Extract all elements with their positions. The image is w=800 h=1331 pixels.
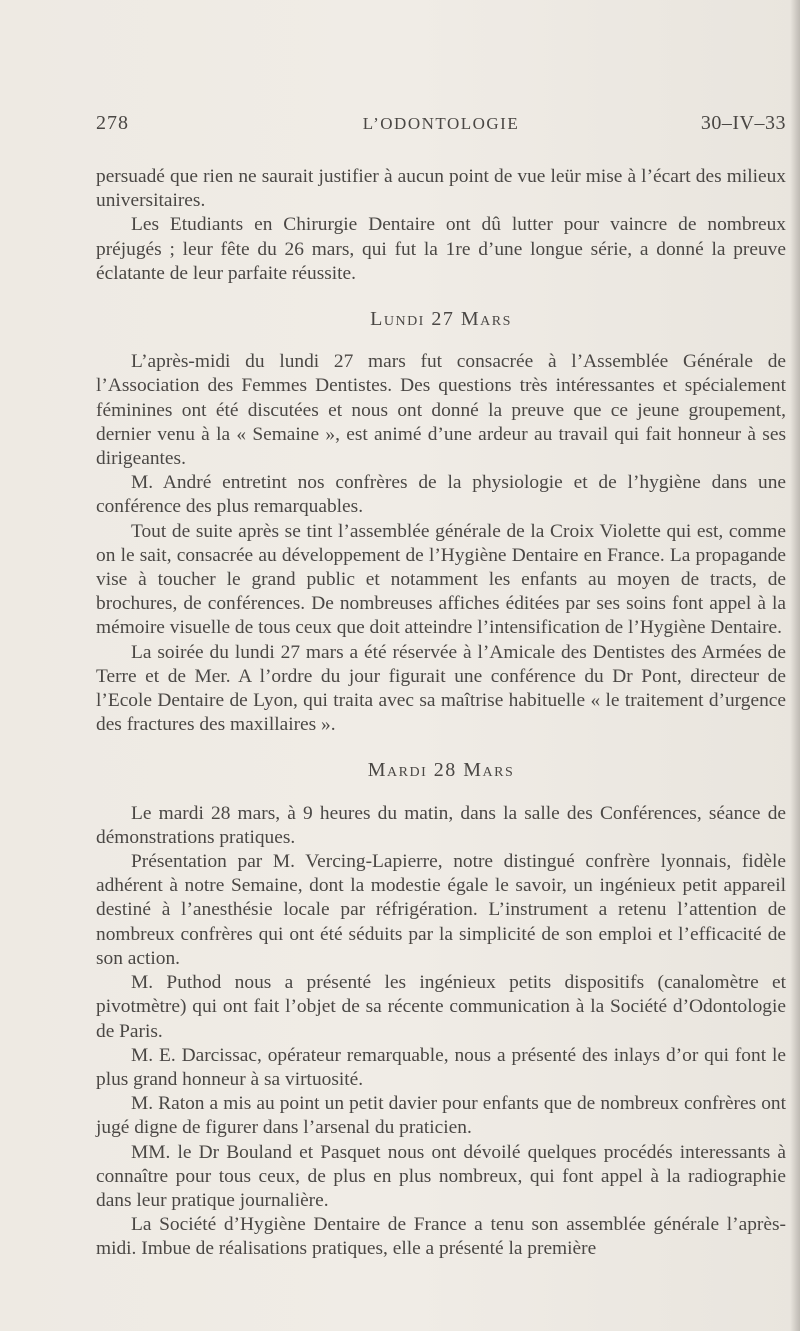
paragraph: M. Raton a mis au point un petit davier pour enfants que de nombreux confrères ont jugé digne de figurer dans l’arsenal du praticien. bbox=[96, 1093, 786, 1139]
paragraph: M. Puthod nous a présenté les ingénieux petits dispositifs (canalomètre et pivotmètre) qui ont fait l’objet de sa récente communication à la Société d’Odontologie de Paris. bbox=[96, 972, 786, 1042]
paragraph: La Société d’Hygiène Dentaire de France a tenu son assemblée générale l’après-midi. Imbue de réalisations pratiques, elle a présenté la première bbox=[96, 1214, 786, 1260]
paragraph: Le mardi 28 mars, à 9 heures du matin, dans la salle des Conférences, séance de démonstrations pratiques. bbox=[96, 802, 786, 848]
page-number: 278 bbox=[96, 112, 129, 134]
paragraph: L’après-midi du lundi 27 mars fut consacrée à l’Assemblée Générale de l’Association des Femmes Dentistes. Des questions très intéressantes et spécialement féminines ont été discutées et nous ont donné la preuve que ce jeune groupement, dernier venu à la « Semaine », est animé d’une ardeur au travail qui fait honneur à ses dirigeantes. bbox=[96, 351, 786, 470]
section-heading-lundi: Lundi 27 Mars bbox=[370, 308, 512, 331]
paragraph: Les Etudiants en Chirurgie Dentaire ont dû lutter pour vaincre de nombreux préjugés ; leur fête du 26 mars, qui fut la 1re d’une longue série, a donné la preuve éclatante de leur parfaite réussite. bbox=[96, 214, 786, 284]
page-edge-shadow bbox=[790, 0, 800, 1331]
journal-title: L’ODONTOLOGIE bbox=[362, 114, 520, 133]
running-header bbox=[96, 112, 786, 142]
paragraph: La soirée du lundi 27 mars a été réservée à l’Amicale des Dentistes des Armées de Terre et de Mer. A l’ordre du jour figurait une conférence du Dr Pont, directeur de l’Ecole Dentaire de Lyon, qui traita avec sa maîtrise habituelle « le traitement d’urgence des fractures des maxillaires ». bbox=[96, 641, 786, 736]
section-heading-mardi: Mardi 28 Mars bbox=[367, 759, 515, 782]
issue-date: 30–IV–33 bbox=[700, 112, 786, 134]
paragraph: persuadé que rien ne saurait justifier à aucun point de vue leür mise à l’écart des milieux universitaires. bbox=[96, 166, 786, 212]
paragraph: MM. le Dr Bouland et Pasquet nous ont dévoilé quelques procédés interessants à connaître pour tous ceux, de plus en plus nombreux, qui font appel à la radiographie dans leur pratique journalière. bbox=[96, 1141, 786, 1211]
paragraph: Présentation par M. Vercing-Lapierre, notre distingué confrère lyonnais, fidèle adhérent à notre Semaine, dont la modestie égale le savoir, un ingénieux petit appareil destiné à l’anesthésie locale par réfrigération. L’instrument a retenu l’attention de nombreux confrères qui ont été séduits par la simplicité de son emploi et l’efficacité de son action. bbox=[96, 851, 786, 969]
article-body bbox=[96, 165, 786, 1262]
paragraph: Tout de suite après se tint l’assemblée générale de la Croix Violette qui est, comme on le sait, consacrée au développement de l’Hygiène Dentaire en France. La propagande vise à toucher le grand public et notamment les enfants au moyen de tracts, de brochures, de conférences. De nombreuses affiches éditées par ses soins font appel à la mémoire visuelle de tous ceux que doit atteindre l’intensification de l’Hygiène Dentaire. bbox=[96, 520, 786, 639]
paragraph: M. André entretint nos confrères de la physiologie et de l’hygiène dans une conférence des plus remarquables. bbox=[96, 472, 786, 518]
paragraph: M. E. Darcissac, opérateur remarquable, nous a présenté des inlays d’or qui font le plus grand honneur à sa virtuosité. bbox=[96, 1044, 786, 1090]
